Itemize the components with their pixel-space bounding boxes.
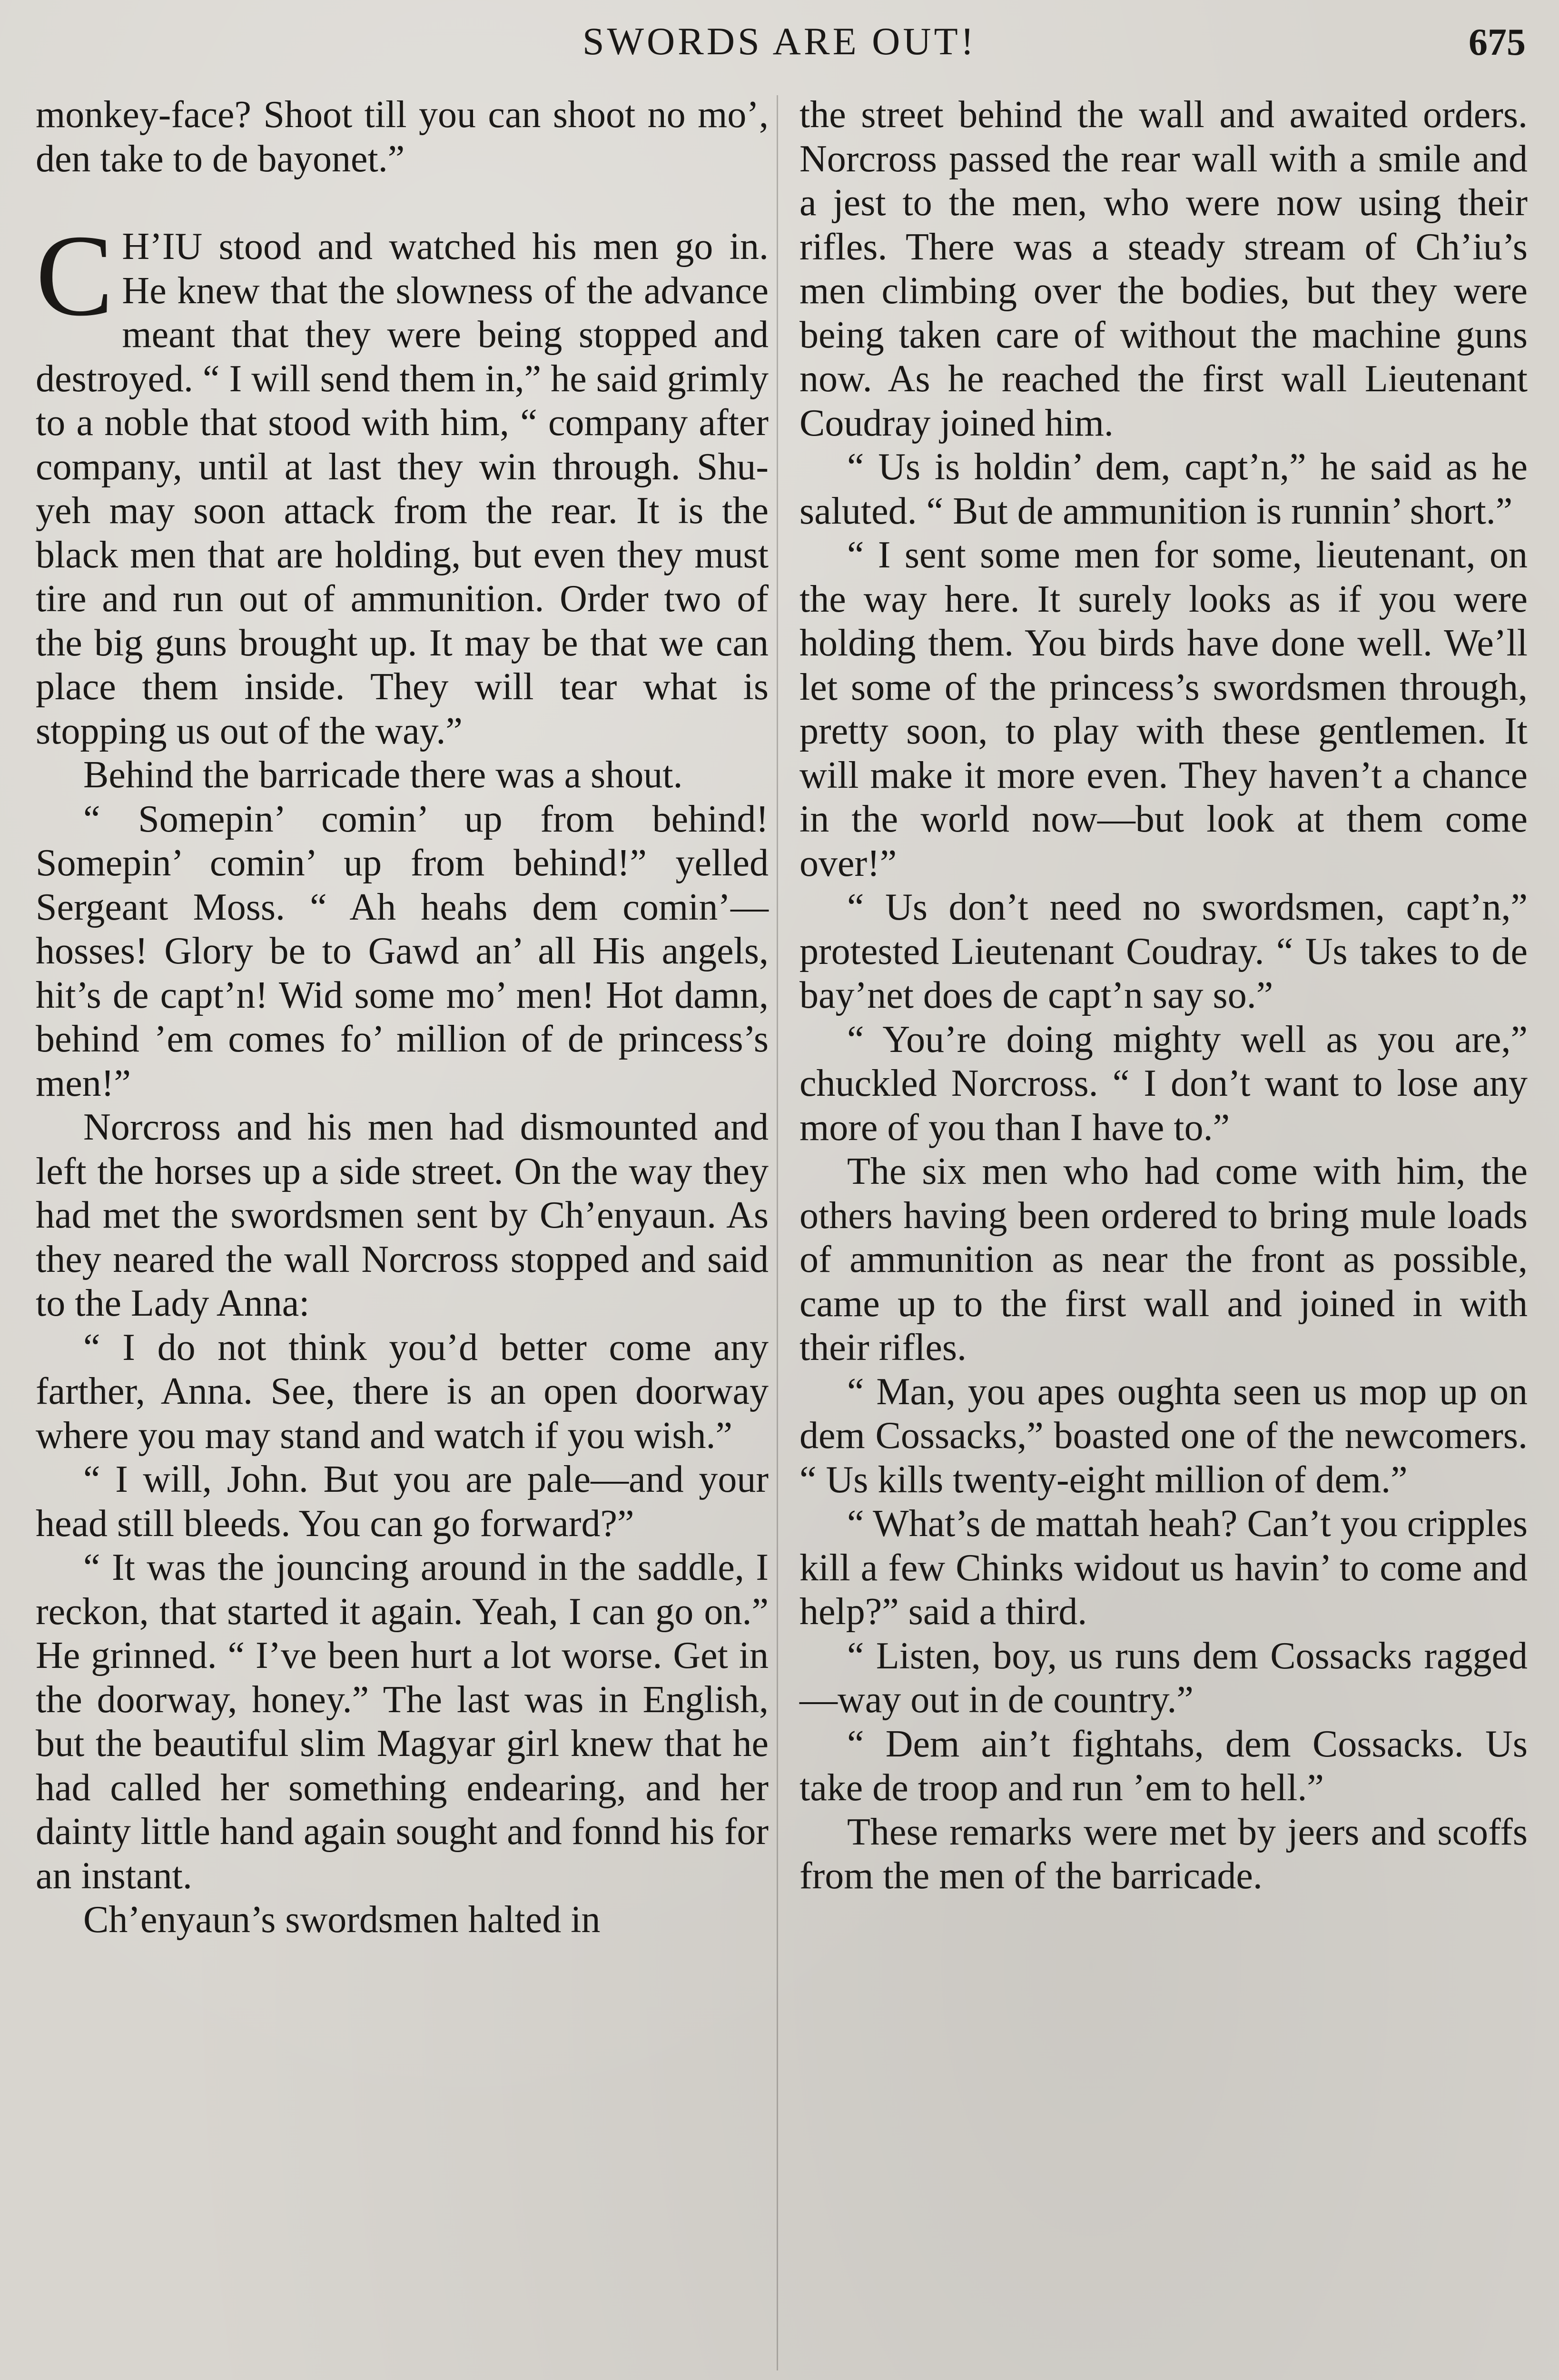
- drop-cap: C: [36, 211, 114, 340]
- page-number: 675: [1469, 21, 1526, 63]
- column-divider: [777, 95, 778, 2370]
- paragraph: Ch’enyaun’s swordsmen halted in: [83, 1899, 601, 1941]
- paragraph: Norcross and his men had dismounted and left the horses up a side street. On the way they had met the swordsmen sent by Ch’enyaun. As they neared the wall Norcross stopped and said to the Lady Anna:: [36, 1106, 769, 1324]
- paragraph: “ Man, you apes oughta seen us mop up on dem Cossacks,” boasted one of the newcomers. “ Us kills twenty-eight million of dem.”: [799, 1370, 1528, 1501]
- paragraph: “ I sent some men for some, lieutenant, on the way here. It surely looks as if you were holding them. You birds have done well. We’ll let some of the princess’s swordsmen through, pretty soon, to play with these gentlemen. It will make it more even. They haven’t a chance in the world now—but look at them come over!”: [799, 534, 1528, 884]
- paragraph: “ Us is holdin’ dem, capt’n,” he said as he saluted. “ But de ammunition is runnin’ short.”: [799, 446, 1528, 532]
- paragraph: Behind the barricade there was a shout.: [83, 754, 683, 796]
- paragraph: “ Listen, boy, us runs dem Cossacks ragged—way out in de country.”: [799, 1635, 1528, 1721]
- paragraph: “ What’s de mattah heah? Can’t you cripples kill a few Chinks widout us havin’ to come and help?” said a third.: [799, 1503, 1528, 1633]
- left-column: [36, 93, 769, 1942]
- paragraph: “ Dem ain’t fightahs, dem Cossacks. Us take de troop and run ’em to hell.”: [799, 1723, 1528, 1809]
- paragraph: monkey-face? Shoot till you can shoot no mo’, den take to de bayonet.”: [36, 94, 769, 180]
- paragraph: “ Somepin’ comin’ up from behind! Somepin’ comin’ up from behind!” yelled Sergeant Moss. “ Ah heahs dem comin’—hosses! Glory be to Gawd an’ all His angels, hit’s de capt’n! Wid some mo’ men! Hot damn, behind ’em comes fo’ million of de princess’s men!”: [36, 798, 769, 1104]
- paragraph: “ It was the jouncing around in the saddle, I reckon, that started it again. Yeah, I can go on.” He grinned. “ I’ve been hurt a lot worse. Get in the doorway, honey.” The last was in English, but the beautiful slim Magyar girl knew that he had called her something endearing, and her dainty little hand again sought and fonnd his for an instant.: [36, 1547, 769, 1897]
- paragraph: “ You’re doing mighty well as you are,” chuckled Norcross. “ I don’t want to lose any more of you than I have to.”: [799, 1018, 1528, 1149]
- running-title: SWORDS ARE OUT!: [582, 20, 977, 63]
- paragraph: “ Us don’t need no swordsmen, capt’n,” protested Lieutenant Coudray. “ Us takes to de bay’net does de capt’n say so.”: [799, 886, 1528, 1016]
- paragraph: “ I will, John. But you are pale—and your head still bleeds. You can go forward?”: [36, 1458, 769, 1545]
- paragraph: “ I do not think you’d better come any farther, Anna. See, there is an open doorway where you may stand and watch if you wish.”: [36, 1326, 769, 1457]
- right-column: [799, 93, 1528, 1898]
- paragraph: The six men who had come with him, the others having been ordered to bring mule loads of ammunition as near the front as possible, came up to the first wall and joined in with their rifles.: [799, 1150, 1528, 1368]
- paragraph-text: H’IU stood and watched his men go in. He knew that the slowness of the advance meant that they were being stopped and destroyed. “ I will send them in,” he said grimly to a noble that stood with him, “ company after company, until at last they win through. Shu-yeh may soon attack from the rear. It is the black men that are holding, but even they must tire and run out of ammunition. Order two of the big guns brought up. It may be that we can place them inside. They will tear what is stopping us out of the way.”: [36, 226, 769, 752]
- running-head: [0, 14, 1559, 67]
- paragraph: These remarks were met by jeers and scoffs from the men of the barricade.: [799, 1811, 1528, 1897]
- paragraph: the street behind the wall and awaited orders. Norcross passed the rear wall with a smile and a jest to the men, who were now using their rifles. There was a steady stream of Ch’iu’s men climbing over the bodies, but they were being taken care of without the machine guns now. As he reached the first wall Lieutenant Coudray joined him.: [799, 94, 1528, 444]
- section-opening-paragraph: [36, 211, 769, 753]
